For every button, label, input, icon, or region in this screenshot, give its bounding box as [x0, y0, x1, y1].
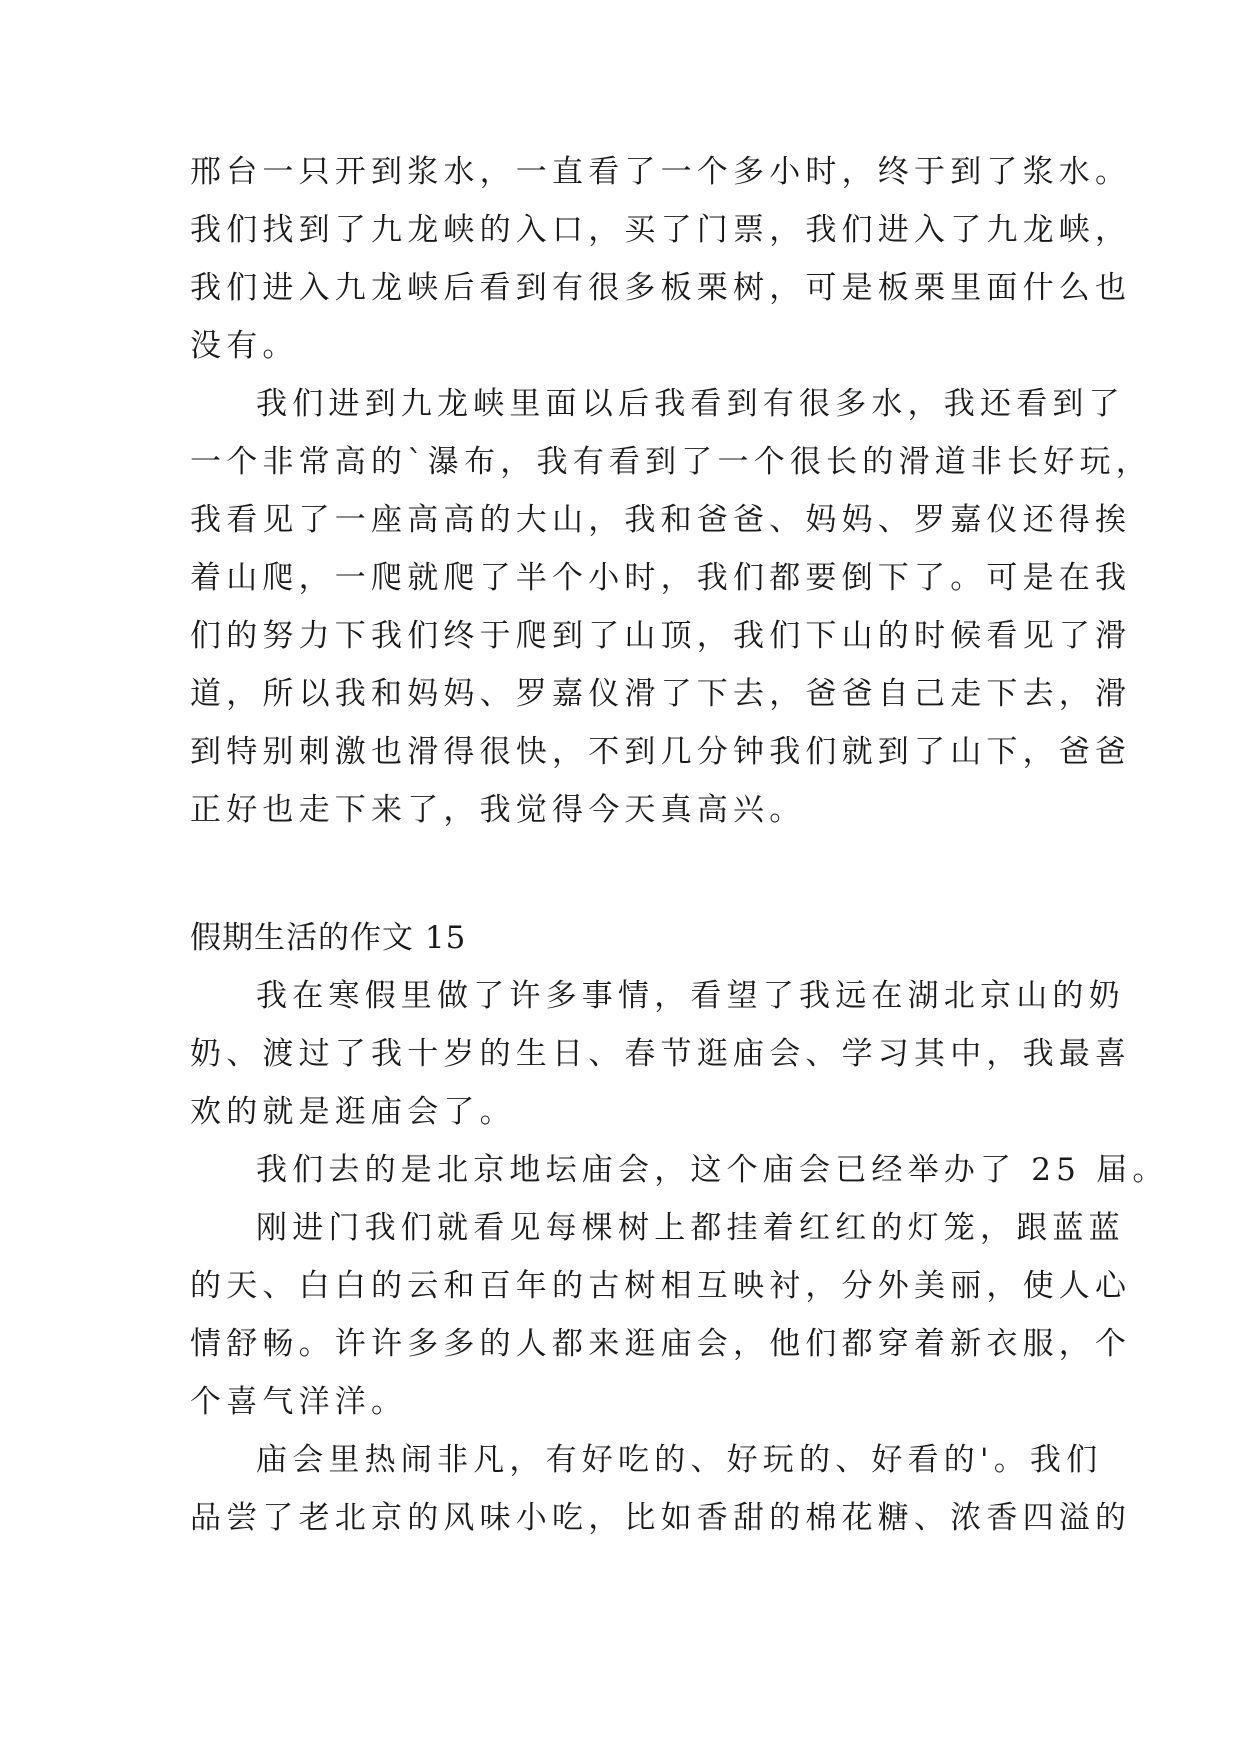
text-line: 着山爬，一爬就爬了半个小时，我们都要倒下了。可是在我 — [190, 560, 1132, 596]
paragraph-first-line: 我在寒假里做了许多事情，看望了我远在湖北京山的奶 — [256, 978, 1125, 1014]
text-line: 我们找到了九龙峡的入口，买了门票，我们进入了九龙峡， — [190, 212, 1132, 248]
paragraph-first-line: 庙会里热闹非凡，有好吃的、好玩的、好看的'。我们 — [256, 1442, 1103, 1478]
text-line: 正好也走下来了，我觉得今天真高兴。 — [190, 792, 806, 828]
text-line: 我看见了一座高高的大山，我和爸爸、妈妈、罗嘉仪还得挨 — [190, 502, 1132, 538]
text-line: 们的努力下我们终于爬到了山顶，我们下山的时候看见了滑 — [190, 618, 1132, 654]
text-line: 情舒畅。许许多多的人都来逛庙会，他们都穿着新衣服，个 — [190, 1326, 1132, 1362]
text-line: 道，所以我和妈妈、罗嘉仪滑了下去，爸爸自己走下去，滑 — [190, 676, 1132, 712]
paragraph-first-line: 我们进到九龙峡里面以后我看到有很多水，我还看到了 — [256, 386, 1125, 422]
text-line: 的天、白白的云和百年的古树相互映衬，分外美丽，使人心 — [190, 1268, 1132, 1304]
text-line: 奶、渡过了我十岁的生日、春节逛庙会、学习其中，我最喜 — [190, 1036, 1132, 1072]
text-line: 我们进入九龙峡后看到有很多板栗树，可是板栗里面什么也 — [190, 270, 1132, 306]
text-line: 品尝了老北京的风味小吃，比如香甜的棉花糖、浓香四溢的 — [190, 1500, 1132, 1536]
text-line: 一个非常高的`瀑布，我有看到了一个很长的滑道非长好玩， — [190, 444, 1152, 480]
text-line: 没有。 — [190, 328, 299, 364]
text-line: 到特别刺激也滑得很快，不到几分钟我们就到了山下，爸爸 — [190, 734, 1132, 770]
section-heading: 假期生活的作文 15 — [190, 920, 467, 956]
text-line: 邢台一只开到浆水，一直看了一个多小时，终于到了浆水。 — [190, 154, 1132, 190]
text-line: 欢的就是逛庙会了。 — [190, 1094, 516, 1130]
paragraph-first-line: 我们去的是北京地坛庙会，这个庙会已经举办了 25 届。 — [256, 1152, 1169, 1188]
paragraph-first-line: 刚进门我们就看见每棵树上都挂着红红的灯笼，跟蓝蓝 — [256, 1210, 1125, 1246]
text-line: 个喜气洋洋。 — [190, 1384, 408, 1420]
